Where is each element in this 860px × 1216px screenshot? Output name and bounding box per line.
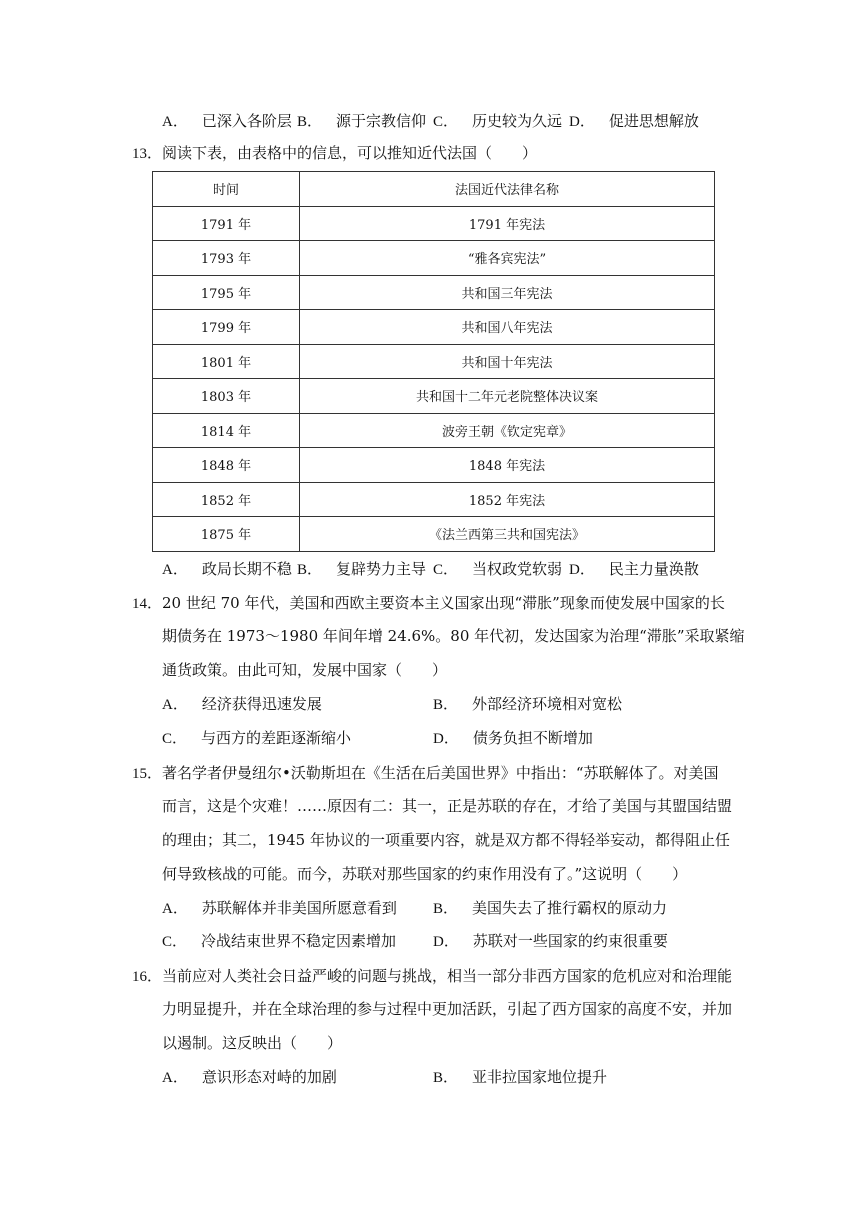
q12-option-d: D． 促进思想解放 [569,112,699,130]
q12-option-b: B． 源于宗教信仰 [297,112,427,130]
table-cell-law: 共和国十年宪法 [300,344,715,379]
table-row [153,310,715,345]
q13-option-c: C． 当权政党软弱 [433,560,563,578]
q14-stem-line-2: 期债务在 1973～1980 年间年增 24.6%。80 年代初，发达国家为治理“滞胀”采取紧缩 [162,627,745,645]
q16-option-b: B． 亚非拉国家地位提升 [433,1068,608,1086]
q14-stem-line-3: 通货政策。由此可知，发展中国家（ ） [162,661,448,679]
q16-stem-line-2: 力明显提升，并在全球治理的参与过程中更加活跃，引起了西方国家的高度不安，并加 [162,1000,733,1018]
table-cell-law: 《法兰西第三共和国宪法》 [300,517,715,552]
table-cell-year: 1852 年 [153,482,300,517]
q13-option-a: A． 政局长期不稳 [162,560,292,578]
q15-option-c: C． 冷战结束世界不稳定因素增加 [162,932,397,950]
table-row [153,379,715,414]
table-cell-year: 1795 年 [153,275,300,310]
table-header-time: 时间 [153,172,300,207]
law-table [152,171,715,552]
table-row [153,448,715,483]
table-cell-law: 共和国三年宪法 [300,275,715,310]
q14-option-a: A． 经济获得迅速发展 [162,695,322,713]
table-cell-law: 1791 年宪法 [300,206,715,241]
table-cell-year: 1803 年 [153,379,300,414]
q13-option-d: D． 民主力量涣散 [569,560,699,578]
table-cell-law: “雅各宾宪法” [300,241,715,276]
table-cell-year: 1814 年 [153,413,300,448]
q16-option-a: A． 意识形态对峙的加剧 [162,1068,337,1086]
q16-stem-line-1: 16．当前应对人类社会日益严峻的问题与挑战，相当一部分非西方国家的危机应对和治理能 [132,967,733,985]
table-row [153,413,715,448]
q15-stem-line-1: 15．著名学者伊曼纽尔•沃勒斯坦在《生活在后美国世界》中指出：“苏联解体了。对美国 [132,764,719,782]
q15-stem-line-3: 的理由；其二，1945 年协议的一项重要内容，就是双方都不得轻举妄动，都得阻止任 [162,831,730,849]
table-row [153,344,715,379]
table-cell-law: 波旁王朝《钦定宪章》 [300,413,715,448]
q14-stem-line-1: 14．20 世纪 70 年代，美国和西欧主要资本主义国家出现“滞胀”现象而使发展中国家的长 [132,594,725,612]
q15-option-b: B． 美国失去了推行霸权的原动力 [433,899,668,917]
q14-option-c: C． 与西方的差距逐渐缩小 [162,729,352,747]
table-cell-year: 1791 年 [153,206,300,241]
table-cell-year: 1875 年 [153,517,300,552]
table-row [153,482,715,517]
q13-option-b: B． 复辟势力主导 [297,560,427,578]
q16-stem-line-3: 以遏制。这反映出（ ） [162,1034,343,1052]
table-row [153,241,715,276]
q12-option-a: A． 已深入各阶层 [162,112,292,130]
table-row [153,517,715,552]
table-cell-year: 1799 年 [153,310,300,345]
q14-option-b: B． 外部经济环境相对宽松 [433,695,623,713]
q15-option-a: A． 苏联解体并非美国所愿意看到 [162,899,397,917]
table-cell-law: 1848 年宪法 [300,448,715,483]
q14-option-d: D． 债务负担不断增加 [433,729,593,747]
table-cell-law: 共和国十二年元老院整体决议案 [300,379,715,414]
table-cell-year: 1801 年 [153,344,300,379]
table-cell-law: 共和国八年宪法 [300,310,715,345]
q15-stem-line-2: 而言，这是个灾难！……原因有二：其一，正是苏联的存在，才给了美国与其盟国结盟 [162,797,733,815]
q15-stem-line-4: 何导致核战的可能。而今，苏联对那些国家的约束作用没有了。”这说明（ ） [162,865,688,883]
table-cell-year: 1793 年 [153,241,300,276]
table-cell-law: 1852 年宪法 [300,482,715,517]
q12-option-c: C． 历史较为久远 [433,112,563,130]
table-row [153,275,715,310]
q13-stem: 13．阅读下表，由表格中的信息，可以推知近代法国（ ） [132,144,538,162]
table-cell-year: 1848 年 [153,448,300,483]
q15-option-d: D． 苏联对一些国家的约束很重要 [433,932,668,950]
table-header-law-name: 法国近代法律名称 [300,172,715,207]
table-row [153,206,715,241]
table-header-row [153,172,715,207]
